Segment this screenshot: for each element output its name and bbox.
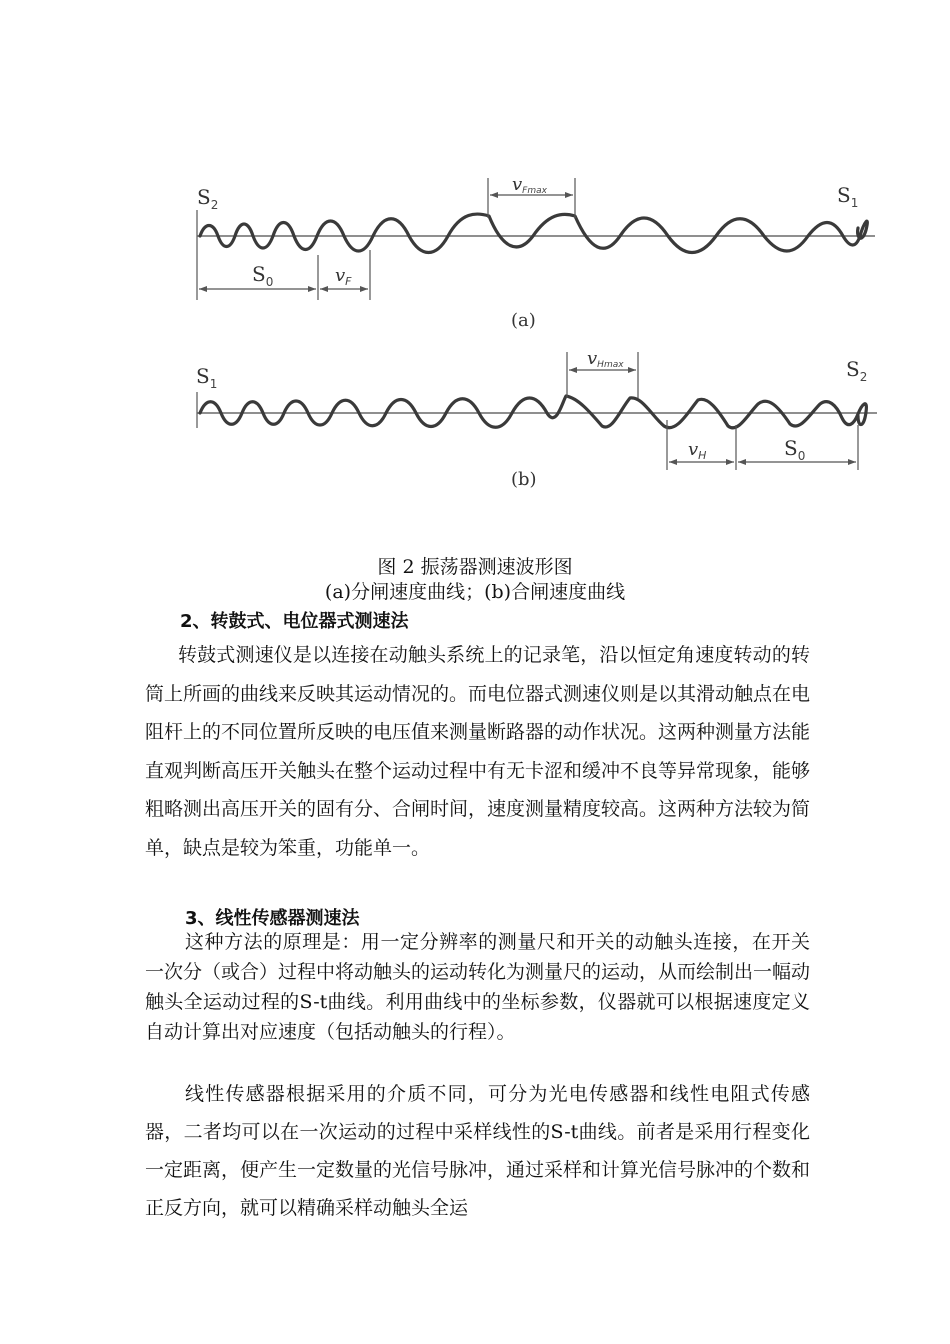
panel-tag-b: (b) [511, 469, 537, 490]
panel-tag-a: (a) [511, 310, 536, 331]
section-heading-2: 2、转鼓式、电位器式测速法 [180, 611, 409, 632]
s0-label-a: $S_0$ [252, 262, 274, 289]
oscillograph-figure [0, 0, 950, 540]
section-2-paragraph: 转鼓式测速仪是以连接在动触头系统上的记录笔，沿以恒定角速度转动的转筒上所画的曲线来反映其运动情况的。而电位器式测速仪则是以其滑动触点在电阻杆上的不同位置所反映的电压值来测量断路器的动作状况。这两种测量方法能直观判断高压开关触头在整个运动过程中有无卡涩和缓冲不良等异常现象，能够粗略测出高压开关的固有分、合闸时间，速度测量精度较高。这两种方法较为简单，缺点是较为笨重，功能单一。 [145, 644, 811, 859]
vf-label-a: $v_F$ [335, 265, 352, 288]
section-3-paragraph-2: 线性传感器根据采用的介质不同，可分为光电传感器和线性电阻式传感器，二者均可以在一次运动的过程中采样线性的S-t曲线。前者是采用行程变化一定距离，便产生一定数量的光信号脉冲，通过采样和计算光信号脉冲的个数和正反方向，就可以精确采样动触头全运 [145, 1083, 811, 1219]
end-label-a: $S_1$ [837, 183, 859, 210]
section-heading-3: 3、线性传感器测速法 [185, 908, 360, 929]
closing-speed-curve [200, 396, 866, 428]
start-label-b: $S_1$ [196, 364, 218, 391]
vh-label-b: $v_H$ [688, 439, 707, 462]
section-3-paragraph-1: 这种方法的原理是：用一定分辨率的测量尺和开关的动触头连接，在开关一次分（或合）过程中将动触头的运动转化为测量尺的运动，从而绘制出一幅动触头全运动过程的S-t曲线。利用曲线中的坐标参数，仪器就可以根据速度定义自动计算出对应速度（包括动触头的行程）。 [145, 931, 811, 1043]
vmax-label-a: vFmax [512, 174, 547, 196]
end-label-b: $S_2$ [846, 357, 868, 384]
waveform-panel-a [197, 174, 875, 331]
s0-label-b: $S_0$ [784, 436, 806, 463]
waveform-panel-b [196, 348, 877, 490]
opening-speed-curve [200, 214, 867, 252]
start-label-a: $S_2$ [197, 185, 219, 212]
figure-caption-subtitle: (a)分闸速度曲线；(b)合闸速度曲线 [324, 581, 626, 603]
vmax-label-b: vHmax [587, 348, 624, 370]
figure-caption-title: 图 2 振荡器测速波形图 [377, 556, 573, 578]
